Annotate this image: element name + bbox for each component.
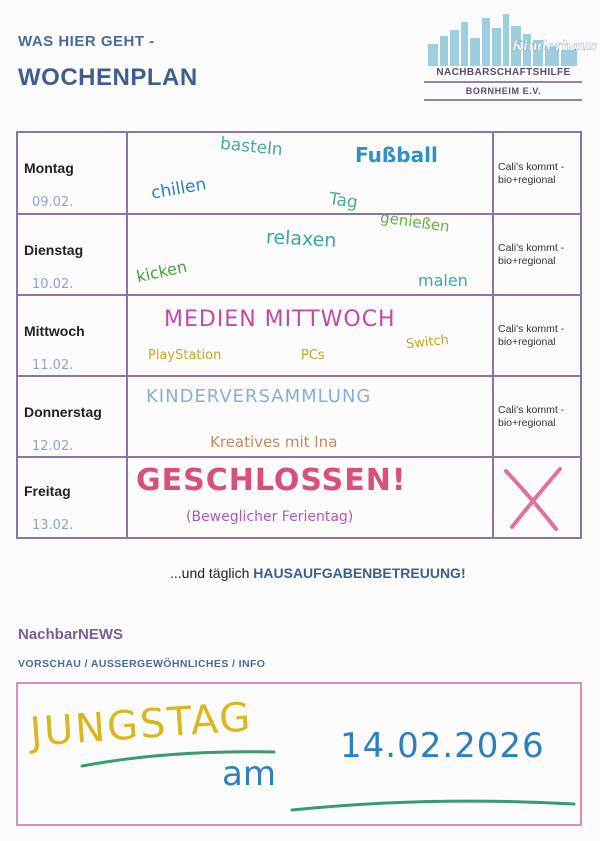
day-date: 09.02. bbox=[32, 195, 74, 210]
activity: Tag bbox=[327, 189, 360, 213]
skyline-icon bbox=[420, 8, 597, 68]
table-row-mittwoch bbox=[18, 295, 580, 376]
day-name: Dienstag bbox=[24, 242, 84, 258]
page-title: WOCHENPLAN bbox=[18, 64, 198, 91]
activity: Switch bbox=[405, 332, 450, 353]
table-row-freitag bbox=[18, 457, 580, 538]
news-subtitle: VORSCHAU / AUSSERGEWÖHNLICHES / INFO bbox=[18, 658, 266, 670]
news-title: NachbarNEWS bbox=[18, 626, 124, 643]
day-date: 12.02. bbox=[32, 439, 74, 454]
closed-x-mark bbox=[494, 461, 580, 537]
activity: kicken bbox=[134, 256, 189, 287]
page-subtitle: WAS HIER GEHT - bbox=[18, 33, 155, 50]
activity: PCs bbox=[301, 348, 325, 363]
news-box bbox=[16, 682, 582, 826]
activity: genießen bbox=[379, 208, 451, 236]
week-table bbox=[16, 131, 582, 539]
logo-script: Kinderhaus bbox=[512, 39, 597, 54]
food-info: Cali's kommt - bio+regional bbox=[498, 161, 565, 186]
day-date: 10.02. bbox=[32, 277, 74, 292]
logo-sub: BORNHEIM E.V. bbox=[465, 86, 542, 96]
day-name: Donnerstag bbox=[24, 404, 102, 420]
news-am: am bbox=[222, 754, 276, 794]
day-name: Freitag bbox=[24, 483, 71, 499]
activity: MEDIEN MITTWOCH bbox=[164, 307, 396, 332]
underline-teal bbox=[288, 792, 578, 818]
table-row-donnerstag bbox=[18, 376, 580, 457]
activity: chillen bbox=[149, 174, 208, 204]
food-info: Cali's kommt - bio+regional bbox=[498, 242, 565, 267]
table-row-dienstag bbox=[18, 208, 580, 295]
homework-highlight: HAUSAUFGABENBETREUUNG! bbox=[253, 565, 466, 581]
homework-note bbox=[170, 565, 466, 581]
activity: relaxen bbox=[265, 226, 337, 252]
food-info: Cali's kommt - bio+regional bbox=[498, 323, 565, 348]
activity: basteln bbox=[219, 133, 284, 161]
day-date: 13.02. bbox=[32, 518, 74, 533]
activity: Kreatives mit Ina bbox=[210, 433, 338, 451]
activity: KINDERVERSAMMLUNG bbox=[146, 386, 372, 407]
news-headline: JUNGSTAG bbox=[28, 694, 254, 756]
food-info: Cali's kommt - bio+regional bbox=[498, 404, 565, 429]
activity: (Beweglicher Ferientag) bbox=[186, 509, 354, 525]
news-date: 14.02.2026 bbox=[340, 726, 545, 766]
activity: Fußball bbox=[355, 143, 438, 167]
activity: malen bbox=[418, 271, 468, 290]
activity: GESCHLOSSEN! bbox=[136, 463, 407, 498]
day-date: 11.02. bbox=[32, 358, 74, 373]
logo-name: NACHBARSCHAFTSHILFE bbox=[436, 67, 571, 78]
table-row-montag bbox=[18, 133, 580, 214]
activity: PlayStation bbox=[148, 348, 222, 363]
logo-divider-bottom bbox=[424, 99, 582, 101]
logo-divider bbox=[424, 81, 582, 83]
homework-prefix: ...und täglich bbox=[170, 565, 254, 581]
day-name: Mittwoch bbox=[24, 323, 85, 339]
day-name: Montag bbox=[24, 160, 74, 176]
